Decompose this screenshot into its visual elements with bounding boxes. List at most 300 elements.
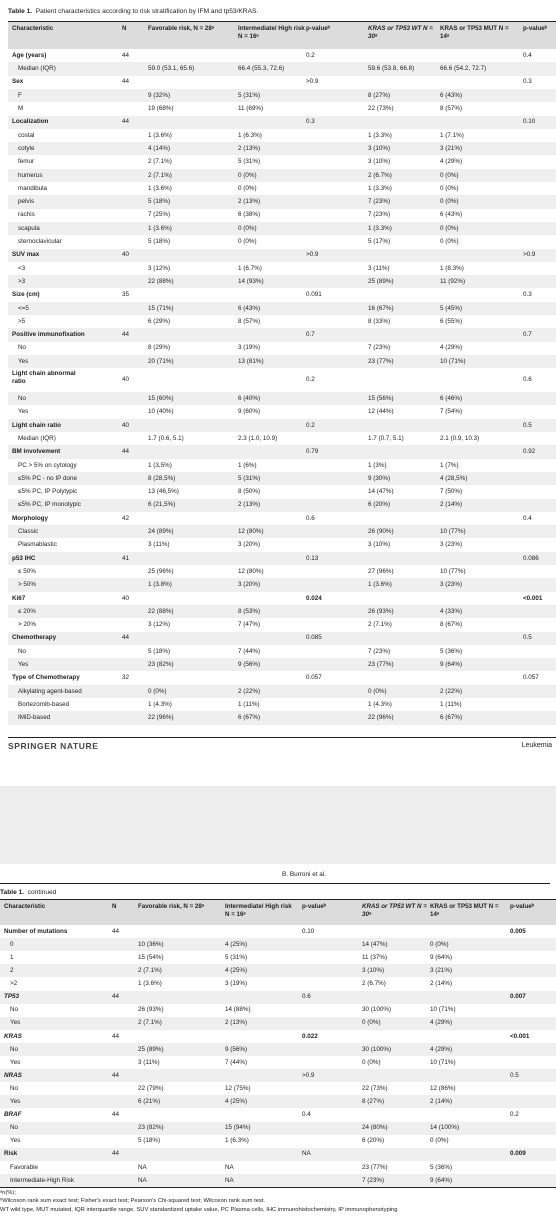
table-cell: 15 (94%) — [225, 1124, 251, 1132]
table-cell: 23 (77%) — [368, 357, 394, 365]
table-cell: 0.7 — [306, 331, 315, 339]
header-cell: Characteristic — [12, 25, 54, 32]
table-caption-continued: Table 1. continued — [0, 889, 57, 896]
table-cell: 5 (31%) — [238, 158, 261, 166]
table-row — [8, 658, 556, 671]
table-cell: BM involvement — [12, 448, 61, 456]
table-cell: 26 (93%) — [138, 1006, 164, 1014]
table-row — [0, 1056, 556, 1069]
table-row — [8, 698, 556, 711]
table-cell: 7 (23%) — [362, 1176, 385, 1184]
table-cell: 7 (54%) — [440, 408, 463, 416]
table-cell: 12 (86%) — [430, 1084, 456, 1092]
table-row — [8, 445, 556, 458]
table-cell: Age (years) — [12, 51, 47, 59]
table-cell: 10 (77%) — [440, 528, 466, 536]
table-cell: 22 (88%) — [148, 277, 174, 285]
table-row — [8, 368, 556, 392]
page-gap — [0, 786, 556, 864]
table-cell: 9 (56%) — [238, 661, 261, 669]
table-cell: 11 (92%) — [440, 277, 466, 285]
table-cell: 2 (7.1%) — [148, 171, 172, 179]
table-row — [8, 155, 556, 168]
table-cell: 1 (3%) — [368, 461, 387, 469]
table-row — [8, 328, 556, 341]
table-notes — [0, 1189, 397, 1214]
table-cell: NA — [302, 1150, 311, 1158]
table-cell: 15 (71%) — [148, 304, 174, 312]
table-row — [8, 419, 556, 432]
table-cell: 3 (10%) — [368, 144, 391, 152]
table-cell: 7 (23%) — [368, 198, 391, 206]
table-cell: 44 — [122, 634, 130, 642]
table-cell: 6 (43%) — [440, 91, 463, 99]
table-cell: Morphology — [12, 514, 49, 522]
table-cell: >0.9 — [302, 1071, 315, 1079]
table-cell: 0.005 — [510, 927, 526, 935]
table-cell: 0.5 — [523, 634, 532, 642]
table-cell: 2 (6.7%) — [368, 171, 392, 179]
table-cell: 0.6 — [523, 376, 532, 384]
table-row — [0, 1069, 556, 1082]
table-row — [8, 89, 556, 102]
table-cell: >0.9 — [306, 251, 319, 259]
table-cell: 1 (3.3%) — [368, 224, 392, 232]
table-cell: 0 (0%) — [362, 1058, 381, 1066]
table-row — [0, 991, 556, 1004]
table-cell: 0.057 — [523, 674, 539, 682]
table-cell: 0 (0%) — [148, 687, 167, 695]
table-cell: 10 (71%) — [430, 1006, 456, 1014]
table-cell: 1.7 (0.6, 5.1) — [148, 434, 184, 442]
table-cell: Positive immunofixation — [12, 331, 85, 339]
table-cell: 6 (38%) — [238, 211, 261, 219]
table-cell: 0.13 — [306, 554, 319, 562]
table-cell: 44 — [112, 1111, 120, 1119]
table-cell: ≤ 20% — [18, 607, 36, 615]
table-cell: 15 (60%) — [148, 395, 174, 403]
table-cell: 8 (33%) — [368, 317, 391, 325]
header-cell: N — [122, 25, 127, 32]
table-cell: 5 (18%) — [148, 198, 171, 206]
journal-name: Leukemia — [521, 742, 552, 749]
table-cell: 7 (50%) — [440, 488, 463, 496]
table-caption: Table 1. Patient characteristics according to risk stratification by IFM and tp53/KRAS. — [8, 8, 259, 15]
table-cell: 59.6 (53.8, 66.8) — [368, 65, 415, 73]
table-cell: 0.007 — [510, 993, 526, 1001]
table-cell: Alkylating agent-based — [18, 687, 82, 695]
table-cell: 40 — [122, 251, 130, 259]
table-cell: 0 (0%) — [362, 1019, 381, 1027]
table-cell: 7 (23%) — [368, 344, 391, 352]
table-row — [8, 116, 556, 129]
table-cell: NA — [225, 1163, 234, 1171]
table-cell: 44 — [112, 1032, 120, 1040]
table-cell: <0.001 — [523, 594, 543, 602]
table-row — [8, 235, 556, 248]
table-cell: 2 (7.1%) — [138, 1019, 162, 1027]
table-cell: 5 (45%) — [440, 304, 463, 312]
header-cell: p-valueᵇ — [306, 25, 331, 32]
table-cell: 22 (96%) — [148, 714, 174, 722]
table-cell: 1 — [10, 953, 14, 961]
table-row — [8, 142, 556, 155]
table-cell: 5 (18%) — [148, 647, 171, 655]
table-cell: >0.9 — [306, 78, 319, 86]
table-cell: 22 (88%) — [148, 607, 174, 615]
table-cell: No — [18, 647, 27, 655]
table-cell: 13 (46,5%) — [148, 488, 179, 496]
table-cell: 0.2 — [306, 51, 315, 59]
table-cell: 6 (20%) — [368, 501, 391, 509]
table-cell: 0.10 — [523, 118, 536, 126]
table-cell: 41 — [122, 554, 130, 562]
table-cell: 8 (29%) — [148, 344, 171, 352]
table-cell: 8 (57%) — [440, 105, 463, 113]
table-cell: 4 (25%) — [225, 967, 248, 975]
table-row — [0, 938, 556, 951]
table-cell: 9 (64%) — [430, 953, 453, 961]
table-cell: 5 (31%) — [225, 953, 248, 961]
table-cell: 14 (100%) — [430, 1124, 460, 1132]
table-cell: 0 — [10, 940, 14, 948]
table-cell: 1 (3.6%) — [148, 131, 172, 139]
table-cell: > 20% — [18, 621, 37, 629]
table-cell: costal — [18, 131, 35, 139]
table-row — [0, 951, 556, 964]
table-cell: 4 (29%) — [430, 1045, 453, 1053]
table-cell: 2 (13%) — [238, 198, 261, 206]
table-cell: M — [18, 105, 24, 113]
table-cell: 3 (23%) — [440, 541, 463, 549]
table-row — [8, 472, 556, 485]
table-cell: 6 (67%) — [238, 714, 261, 722]
table-row — [0, 1017, 556, 1030]
table-cell: NA — [138, 1176, 147, 1184]
table-row — [8, 182, 556, 195]
table-cell: 2 — [10, 967, 14, 975]
table-cell: 6 (40%) — [238, 395, 261, 403]
table-cell: Yes — [18, 661, 29, 669]
table-row — [0, 1030, 556, 1043]
table-cell: 1 (6.7%) — [238, 264, 262, 272]
table-cell: 0.3 — [306, 118, 315, 126]
table-cell: 5 (18%) — [148, 238, 171, 246]
table-cell: 10 (40%) — [148, 408, 174, 416]
table-cell: 66.6 (54.2, 72.7) — [440, 65, 487, 73]
table-row — [8, 672, 556, 685]
table-cell: TP53 — [4, 993, 20, 1001]
table-cell: ≤5% PC, IP Polytypic — [18, 488, 78, 496]
table-cell: 2 (7.1%) — [368, 621, 392, 629]
table-cell: Median (IQR) — [18, 65, 56, 73]
table-cell: 0 (0%) — [440, 184, 459, 192]
table-cell: 0.2 — [306, 421, 315, 429]
table-row — [8, 432, 556, 445]
table-cell: Favorable — [10, 1163, 39, 1171]
table-row — [8, 355, 556, 368]
table-row — [8, 632, 556, 645]
table-cell: sternoclavicular — [18, 238, 62, 246]
publisher-logo: SPRINGER NATURE — [8, 741, 99, 751]
table-1 — [8, 22, 556, 737]
table-cell: NA — [225, 1176, 234, 1184]
table-cell: NRAS — [4, 1071, 22, 1079]
table-cell: Ki67 — [12, 594, 26, 602]
header-cell: KRAS or TP53 MUT N = 14ᵃ — [440, 25, 509, 40]
table-cell: <=5 — [18, 304, 29, 312]
table-cell: 2.1 (0.9, 10.3) — [440, 434, 480, 442]
table-cell: 10 (71%) — [430, 1058, 456, 1066]
table-cell: 1 (6%) — [238, 461, 257, 469]
table-1-continued — [0, 900, 556, 1187]
table-cell: 25 (89%) — [368, 277, 394, 285]
table-row — [0, 925, 556, 938]
table-cell: 1.7 (0.7, 5.1) — [368, 434, 404, 442]
table-cell: BRAF — [4, 1111, 22, 1119]
table-cell: 24 (89%) — [148, 528, 174, 536]
table-cell: Chemotherapy — [12, 634, 57, 642]
table-cell: 12 (80%) — [238, 528, 264, 536]
table-cell: > 50% — [18, 581, 37, 589]
table-cell: 3 (11%) — [368, 264, 390, 272]
table-cell: 0 (0%) — [238, 238, 257, 246]
table-cell: F — [18, 91, 22, 99]
table-cell: humerus — [18, 171, 43, 179]
table-cell: 3 (20%) — [238, 541, 261, 549]
header-cell: Characteristic — [4, 903, 46, 910]
table-cell: 15 (56%) — [368, 395, 394, 403]
table-cell: 23 (77%) — [362, 1163, 388, 1171]
table-cell: >5 — [18, 317, 26, 325]
table-cell: 40 — [122, 376, 130, 384]
table-cell: 0.7 — [523, 331, 532, 339]
table-cell: 0 (0%) — [238, 171, 257, 179]
table-cell: 3 (20%) — [238, 581, 261, 589]
table-cell: 1 (11%) — [440, 700, 462, 708]
table-cell: 22 (73%) — [362, 1084, 388, 1092]
table-row — [8, 129, 556, 142]
table-cell: 4 (25%) — [225, 940, 248, 948]
table-cell: 0.024 — [306, 594, 322, 602]
table-cell: Intermediate-High Risk — [10, 1176, 75, 1184]
table-cell: 13 (81%) — [238, 357, 264, 365]
bottom-rule — [8, 737, 556, 738]
table-cell: 1 (3.6%) — [148, 224, 172, 232]
table-cell: 14 (47%) — [368, 488, 394, 496]
table-cell: 0.92 — [523, 448, 536, 456]
header-cell: Intermediate/ High risk N = 16ᵃ — [238, 25, 305, 40]
table-cell: 2 (14%) — [440, 501, 463, 509]
table-row — [8, 406, 556, 419]
table-cell: 9 (60%) — [238, 408, 261, 416]
table-row — [8, 578, 556, 591]
table-cell: 10 (36%) — [138, 940, 164, 948]
table-cell: 8 (67%) — [440, 621, 463, 629]
table-cell: 5 (31%) — [238, 474, 261, 482]
table-cell: 35 — [122, 291, 130, 299]
table-row — [0, 1082, 556, 1095]
table-cell: 4 (14%) — [148, 144, 171, 152]
table-cell: 1 (3.6%) — [138, 980, 162, 988]
note-b: ᵇWilcoxon rank sum exact test; Fisher's exact test; Pearson's Chi-squared test; Wilcoxon rank sum test. — [0, 1198, 266, 1205]
table-cell: 2 (7.1%) — [148, 158, 172, 166]
table-cell: 0.2 — [306, 376, 315, 384]
table-cell: 5 (31%) — [238, 91, 261, 99]
table-cell: 4 (29%) — [440, 158, 463, 166]
table-cell: 14 (93%) — [238, 277, 264, 285]
table-cell: 32 — [122, 674, 130, 682]
table-cell: Light chain ratio — [12, 421, 61, 429]
table-cell: 2 (22%) — [238, 687, 261, 695]
table-cell: 16 (67%) — [368, 304, 394, 312]
header-cell: p-valueᵇ — [510, 903, 535, 910]
table-row — [8, 645, 556, 658]
table-row — [8, 499, 556, 512]
table-cell: 27 (96%) — [368, 567, 394, 575]
table-row — [0, 977, 556, 990]
table-cell: 1 (6.3%) — [225, 1137, 249, 1145]
table-cell: 66.4 (55.3, 72.6) — [238, 65, 285, 73]
table-cell: IMiD-based — [18, 714, 51, 722]
table-cell: 24 (80%) — [362, 1124, 388, 1132]
table-cell: 0.086 — [523, 554, 539, 562]
table-cell: 1 (6.3%) — [238, 131, 262, 139]
header-cell: N — [112, 903, 117, 910]
table-cell: 3 (10%) — [368, 541, 391, 549]
table-cell: Bortezomib-based — [18, 700, 70, 708]
table-cell: NA — [138, 1163, 147, 1171]
table-row — [8, 592, 556, 605]
table-cell: 1 (4.3%) — [148, 700, 172, 708]
table-cell: 6 (21%) — [138, 1098, 161, 1106]
table-cell: Risk — [4, 1150, 18, 1158]
table-cell: 0 (0%) — [430, 1137, 449, 1145]
table-row — [8, 288, 556, 301]
table-cell: ≤5% PC, IP monotypic — [18, 501, 81, 509]
table-cell: 22 (79%) — [138, 1084, 164, 1092]
table-cell: 1 (8.3%) — [440, 264, 464, 272]
table-cell: 1 (4.3%) — [368, 700, 392, 708]
table-cell: 0.3 — [523, 291, 532, 299]
table-cell: 44 — [112, 993, 120, 1001]
table-row — [0, 1122, 556, 1135]
table-cell: No — [10, 1084, 19, 1092]
table-cell: 8 (27%) — [368, 91, 391, 99]
table-row — [0, 1108, 556, 1121]
table-cell: Yes — [10, 1019, 21, 1027]
table-cell: 44 — [122, 51, 130, 59]
table-cell: Yes — [10, 1098, 21, 1106]
table-cell: 6 (20%) — [362, 1137, 385, 1145]
table-cell: 22 (96%) — [368, 714, 394, 722]
table-row — [0, 1135, 556, 1148]
table-cell: No — [10, 1006, 19, 1014]
table-cell: 8 (50%) — [238, 488, 261, 496]
table-cell: ≤ 50% — [18, 567, 36, 575]
table-cell: 5 (36%) — [440, 647, 463, 655]
table-row — [8, 262, 556, 275]
table-cell: KRAS — [4, 1032, 22, 1040]
table-cell: 3 (23%) — [440, 581, 463, 589]
table-cell: 2 (22%) — [440, 687, 463, 695]
table-cell: Light chain abnormal ratio — [12, 370, 76, 385]
table-cell: 3 (12%) — [148, 264, 171, 272]
table-cell: 10 (77%) — [440, 567, 466, 575]
table-cell: 44 — [122, 118, 130, 126]
table-cell: 0.3 — [523, 78, 532, 86]
table-row — [8, 552, 556, 565]
table-cell: 0 (0%) — [440, 224, 459, 232]
header-cell: KRAS or TP53 WT N = 30ᵃ — [368, 25, 433, 40]
table-cell: Localization — [12, 118, 49, 126]
table-cell: 0.009 — [510, 1150, 526, 1158]
table-cell: 2 (14%) — [430, 1098, 453, 1106]
table-cell: 3 (11%) — [148, 541, 170, 549]
table-cell: 0.085 — [306, 634, 322, 642]
table-cell: 10 (71%) — [440, 357, 466, 365]
table-cell: 3 (12%) — [148, 621, 171, 629]
table-cell: No — [18, 395, 27, 403]
table-row — [8, 485, 556, 498]
table-cell: 44 — [122, 331, 130, 339]
table-cell: 3 (19%) — [238, 344, 261, 352]
table-cell: 11 (69%) — [238, 105, 264, 113]
table-cell: 2 (7.1%) — [138, 967, 162, 975]
table-cell: 23 (82%) — [138, 1124, 164, 1132]
table-row — [0, 1161, 556, 1174]
header-cell: p-valueᵇ — [302, 903, 327, 910]
table-cell: 19 (68%) — [148, 105, 174, 113]
page-2 — [0, 864, 556, 1230]
table-cell: 4 (33%) — [440, 607, 463, 615]
table-cell: 2 (14%) — [430, 980, 453, 988]
table-cell: 0.022 — [302, 1032, 318, 1040]
table-cell: No — [10, 1045, 19, 1053]
table-cell: 12 (75%) — [225, 1084, 251, 1092]
table-cell: No — [18, 344, 27, 352]
table-cell: Median (IQR) — [18, 434, 56, 442]
table-cell: 2 (13%) — [238, 144, 261, 152]
table-cell: 12 (44%) — [368, 408, 394, 416]
table-cell: 8 (57%) — [238, 317, 261, 325]
table-cell: >0.9 — [523, 251, 536, 259]
table-cell: 2 (13%) — [225, 1019, 248, 1027]
table-cell: >3 — [18, 277, 26, 285]
table-cell: 3 (11%) — [138, 1058, 160, 1066]
table-cell: 9 (64%) — [440, 661, 463, 669]
table-cell: 7 (23%) — [368, 647, 391, 655]
table-cell: 4 (29%) — [430, 1019, 453, 1027]
table-cell: 0.2 — [510, 1111, 519, 1119]
table-cell: 9 (64%) — [430, 1176, 453, 1184]
table-row — [8, 249, 556, 262]
table-cell: Plasmablastic — [18, 541, 57, 549]
table-cell: 1 (3.3%) — [368, 131, 392, 139]
table-cell: 0 (0%) — [238, 224, 257, 232]
table-cell: 5 (18%) — [138, 1137, 161, 1145]
table-cell: ≤5% PC - no IP done — [18, 474, 77, 482]
table-cell: 0 (0%) — [430, 940, 449, 948]
table-row — [8, 76, 556, 89]
table-cell: 0.4 — [523, 51, 532, 59]
bottom-rule — [0, 1187, 556, 1188]
table-row — [8, 711, 556, 724]
table-cell: 26 (90%) — [368, 528, 394, 536]
table-cell: Classic — [18, 528, 39, 536]
table-cell: Sex — [12, 78, 24, 86]
table-cell: 44 — [122, 448, 130, 456]
